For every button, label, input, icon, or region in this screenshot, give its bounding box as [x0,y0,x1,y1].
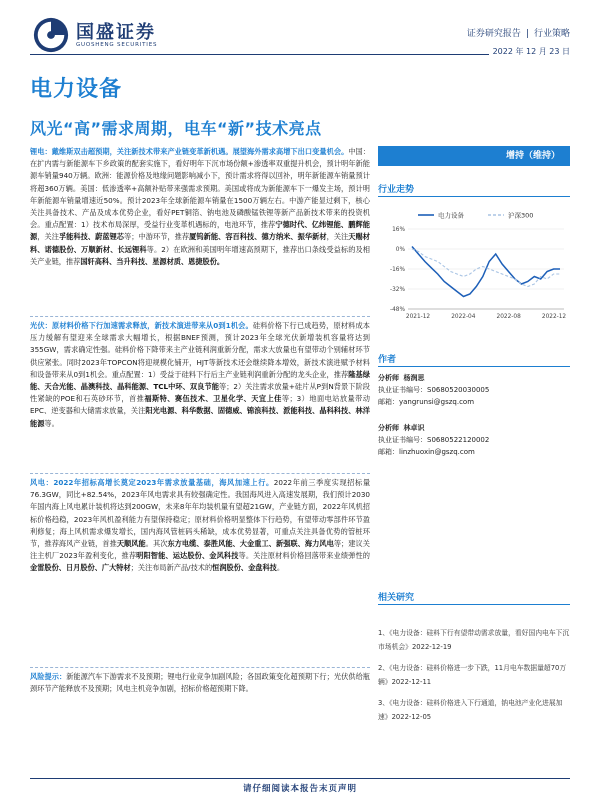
recommended-stocks: 国轩高科、当升科技、星源材质、恩捷股份。 [80,256,225,266]
paragraph-wind [30,477,370,575]
paragraph-text: ，关注 [37,232,59,242]
analyst-1 [378,372,570,408]
analyst-cert: 执业证书编号：S0680520030005 [378,386,490,394]
doc-type: 证券研究报告 [466,29,521,39]
recommended-stocks: 隆基绿能、天合光能、晶澳科技、晶科能源、TCL中环、双良节能 [30,369,370,392]
paragraph-heading: 锂电：戴维斯双击超预期，关注新技术带来产业链变革新机遇。 [30,147,233,156]
recommended-stocks: 金雷股份、日月股份、广大特材 [30,563,131,573]
paragraph-text: 等。 [44,418,59,428]
header [0,0,600,70]
x-tick-label: 2022-04 [451,314,476,320]
company-logo [32,16,232,56]
paragraph-heading: 展望海外需求高增下出口变量机会。 [232,147,349,156]
paragraph-text: 。其次 [145,539,168,549]
recommended-stocks: 孚能科技、蔚蓝锂芯 [58,232,125,242]
rating-badge: 增持（维持） [378,146,570,166]
paragraph-ev [30,146,370,268]
paragraph-pv [30,320,370,430]
related-item[interactable]: 1、《电力设备：硅料下行有望带动需求放量，看好国内电车下沉市场机会》2022-12-19 [378,629,570,651]
legend-label: 沪深300 [508,211,534,220]
y-tick-label: -16% [390,267,405,273]
paragraph-text: 等。2）在欧洲和美国明年增速高预期下，推荐出口条线受益标的及相关产业链，推荐 [30,244,370,266]
recommended-stocks: 明阳智能、运达股份、金风科技 [136,551,239,561]
report-title: 风光“高”需求周期，电车“新”技术亮点 [30,119,322,138]
y-tick-label: 16% [392,227,405,233]
recommended-stocks: 天顺风能 [116,539,146,549]
y-tick-label: 0% [395,247,405,253]
analyst-email: 邮箱：linzhuoxin@gszq.com [378,448,475,456]
x-tick-label: 2022-12 [541,314,567,320]
paragraph-text: 等；3）地面电站放量带动EPC、逆变器和大储需求放量，关注 [30,394,370,416]
paragraph-text: 。 [276,563,285,573]
related-item[interactable]: 2、《电力设备：硅料价格进一步下跌，11月电车数据量超70万辆》2022-12-11 [378,664,567,686]
analysts-section-title: 作者 [378,355,397,365]
paragraph-text: 等；建议关注主机厂2023年盈利变化，推荐 [30,539,370,561]
recommended-stocks: 天赐材料、诺德股份、万顺新材、长远锂科 [30,232,370,254]
paragraph-text: 中国：在扩内需与新能源车下乡政策的配套实施下，看好明年下沉市场份额+渗透率双重提升机会，预计明年新能源车销量940万辆。欧洲：能源价格及地缘问题影响减小下，预计需求将得以回补，明年新能源车销量预计将超360万辆。美国：低渗透率+高额补贴带来强需求预期。美国或将成为新能源车下一爆发主场，预计明年新能源车销量增速近50%。预计2023年全球新能源车销量在1500万辆左右。中游产能显过剩下，核心关注具备技术、产品及成本优势企业，看好PET铜箔、钠电池及磷酸锰铁锂等新产品新技术带来的投资机会。重点配置：1）技术布局深厚，受益行业变革机遇标的，电池环节，推荐 [30,147,370,230]
company-name-en: GUOSHENG SECURITIES [76,42,158,48]
legend-label: 电力设备 [438,211,464,220]
section-divider [378,366,570,367]
report-date: 2022 年 12 月 23 日 [489,46,570,57]
y-tick-label: -32% [390,287,405,293]
paragraph-divider [30,473,370,474]
paragraph-text: 新能源汽车下游需求不及预期；锂电行业竞争加剧风险；各国政策变化超预期下行；光伏供给瓶颈环节产能释放不及预期；风电主机竞争加剧，招标价格超预期下降。 [30,672,370,694]
analyst-role: 分析师 [378,424,399,432]
paragraph-heading: 风险提示： [30,672,67,681]
industry-trend-chart [378,207,570,327]
analyst-name: 杨润思 [403,374,425,382]
paragraph-text: ，关注 [326,232,349,242]
company-name-cn: 国盛证券 [76,22,156,43]
recommended-stocks: 厦钨新能、容百科技、德方纳米、振华新材 [189,232,327,242]
paragraph-text: 等；中游环节，推荐 [124,232,190,242]
analyst-2 [378,422,570,458]
paragraph-text: ；关注布局新产品/技术的 [130,563,213,573]
logo-emblem-icon [32,16,70,54]
recommended-stocks: 东方电缆、泰胜风能、大金重工、新强联、海力风电 [167,539,334,549]
paragraph-risk [30,671,370,695]
paragraph-heading: 光伏：原材料价格下行加速需求释放，新技术演进带来从0到1机会。 [30,321,253,330]
related-section-title: 相关研究 [378,593,415,603]
related-item[interactable]: 3、《电力设备：硅料价格进入下行通道，钠电池产业化进展加速》2022-12-05 [378,699,563,721]
section-divider [378,196,570,197]
industry-title: 电力设备 [30,77,123,102]
analyst-role: 分析师 [378,374,399,382]
footer-disclaimer: 请仔细阅读本报告末页声明 [242,784,357,794]
paragraph-heading: 风电：2022年招标高增长奠定2023年需求放量基础，海风加速上行。 [30,478,274,487]
trend-section-title: 行业走势 [378,185,415,195]
analyst-name: 林卓识 [403,424,425,432]
recommended-stocks: 宁德时代、亿纬锂能、鹏辉能源 [30,220,370,242]
paragraph-divider [30,316,370,317]
recommended-stocks: 福斯特、赛伍技术、卫星化学、天宜上佳 [144,394,282,404]
footer-divider [30,778,570,779]
analyst-email: 邮箱：yangrunsi@gszq.com [378,398,475,406]
related-research-list [378,626,570,724]
paragraph-text: 硅料价格下行已成趋势，原材料成本压力缓解有望迎来全球需求大幅增长，根据BNEF预测，预计2023年全球光伏新增装机容量将达到355GW，需求确定性强。硅料价格下降带来主产业链利润重新分配，需求大放量也有望带动个别辅材环节供应紧张。同时2023年TOPCON将迎规模化铺开，HJT等新技术还会继续降本增效，新技术演进赋予材料和设备带来从0到1机会。重点配置：1）受益于硅料下行后主产业链利润重新分配的龙头企业，推荐 [30,321,370,379]
paragraph-text: 等。关注原材料价格回落带来业绩弹性的 [238,551,370,561]
x-tick-label: 2021-12 [405,314,431,320]
doc-category: 行业策略 [533,29,570,39]
analyst-cert: 执业证书编号：S0680522120002 [378,436,490,444]
doc-type-label: 证券研究报告 | 行业策略 [466,29,570,39]
paragraph-divider [30,667,370,668]
x-tick-label: 2022-08 [496,314,521,320]
recommended-stocks: 恒润股份、金盘科技 [212,563,277,573]
paragraph-text: 2022年前三季度实现招标量76.3GW，同比+82.54%，2023年风电需求具有较强确定性。我国海风进入高速发展期，我们预计2030年国内海上风电累计装机将达到200GW，未来8年年均装机量有望超21GW，产业链方面，2022年风机招标价格趋稳，2023年风机盈利能力有望保持稳定；原材料价格明显整体下行趋势，有望带动零部件环节盈利修复；海上风机需求爆发增长，国内海风管桩码头稀缺，成本优势显著，可重点关注具备优势的管桩环节，推荐海风产业链，首推 [30,478,371,549]
section-divider [378,604,570,605]
y-tick-label: -48% [390,307,405,313]
paragraph-text: 等；2）关注需求放量+硅片从P到N背景下阶段性紧缺的POE和石英砂环节，首推 [30,382,370,404]
recommended-stocks: 阳光电源、科华数据、固德威、锦浪科技、派能科技、晶科科技、林洋能源 [30,406,370,428]
